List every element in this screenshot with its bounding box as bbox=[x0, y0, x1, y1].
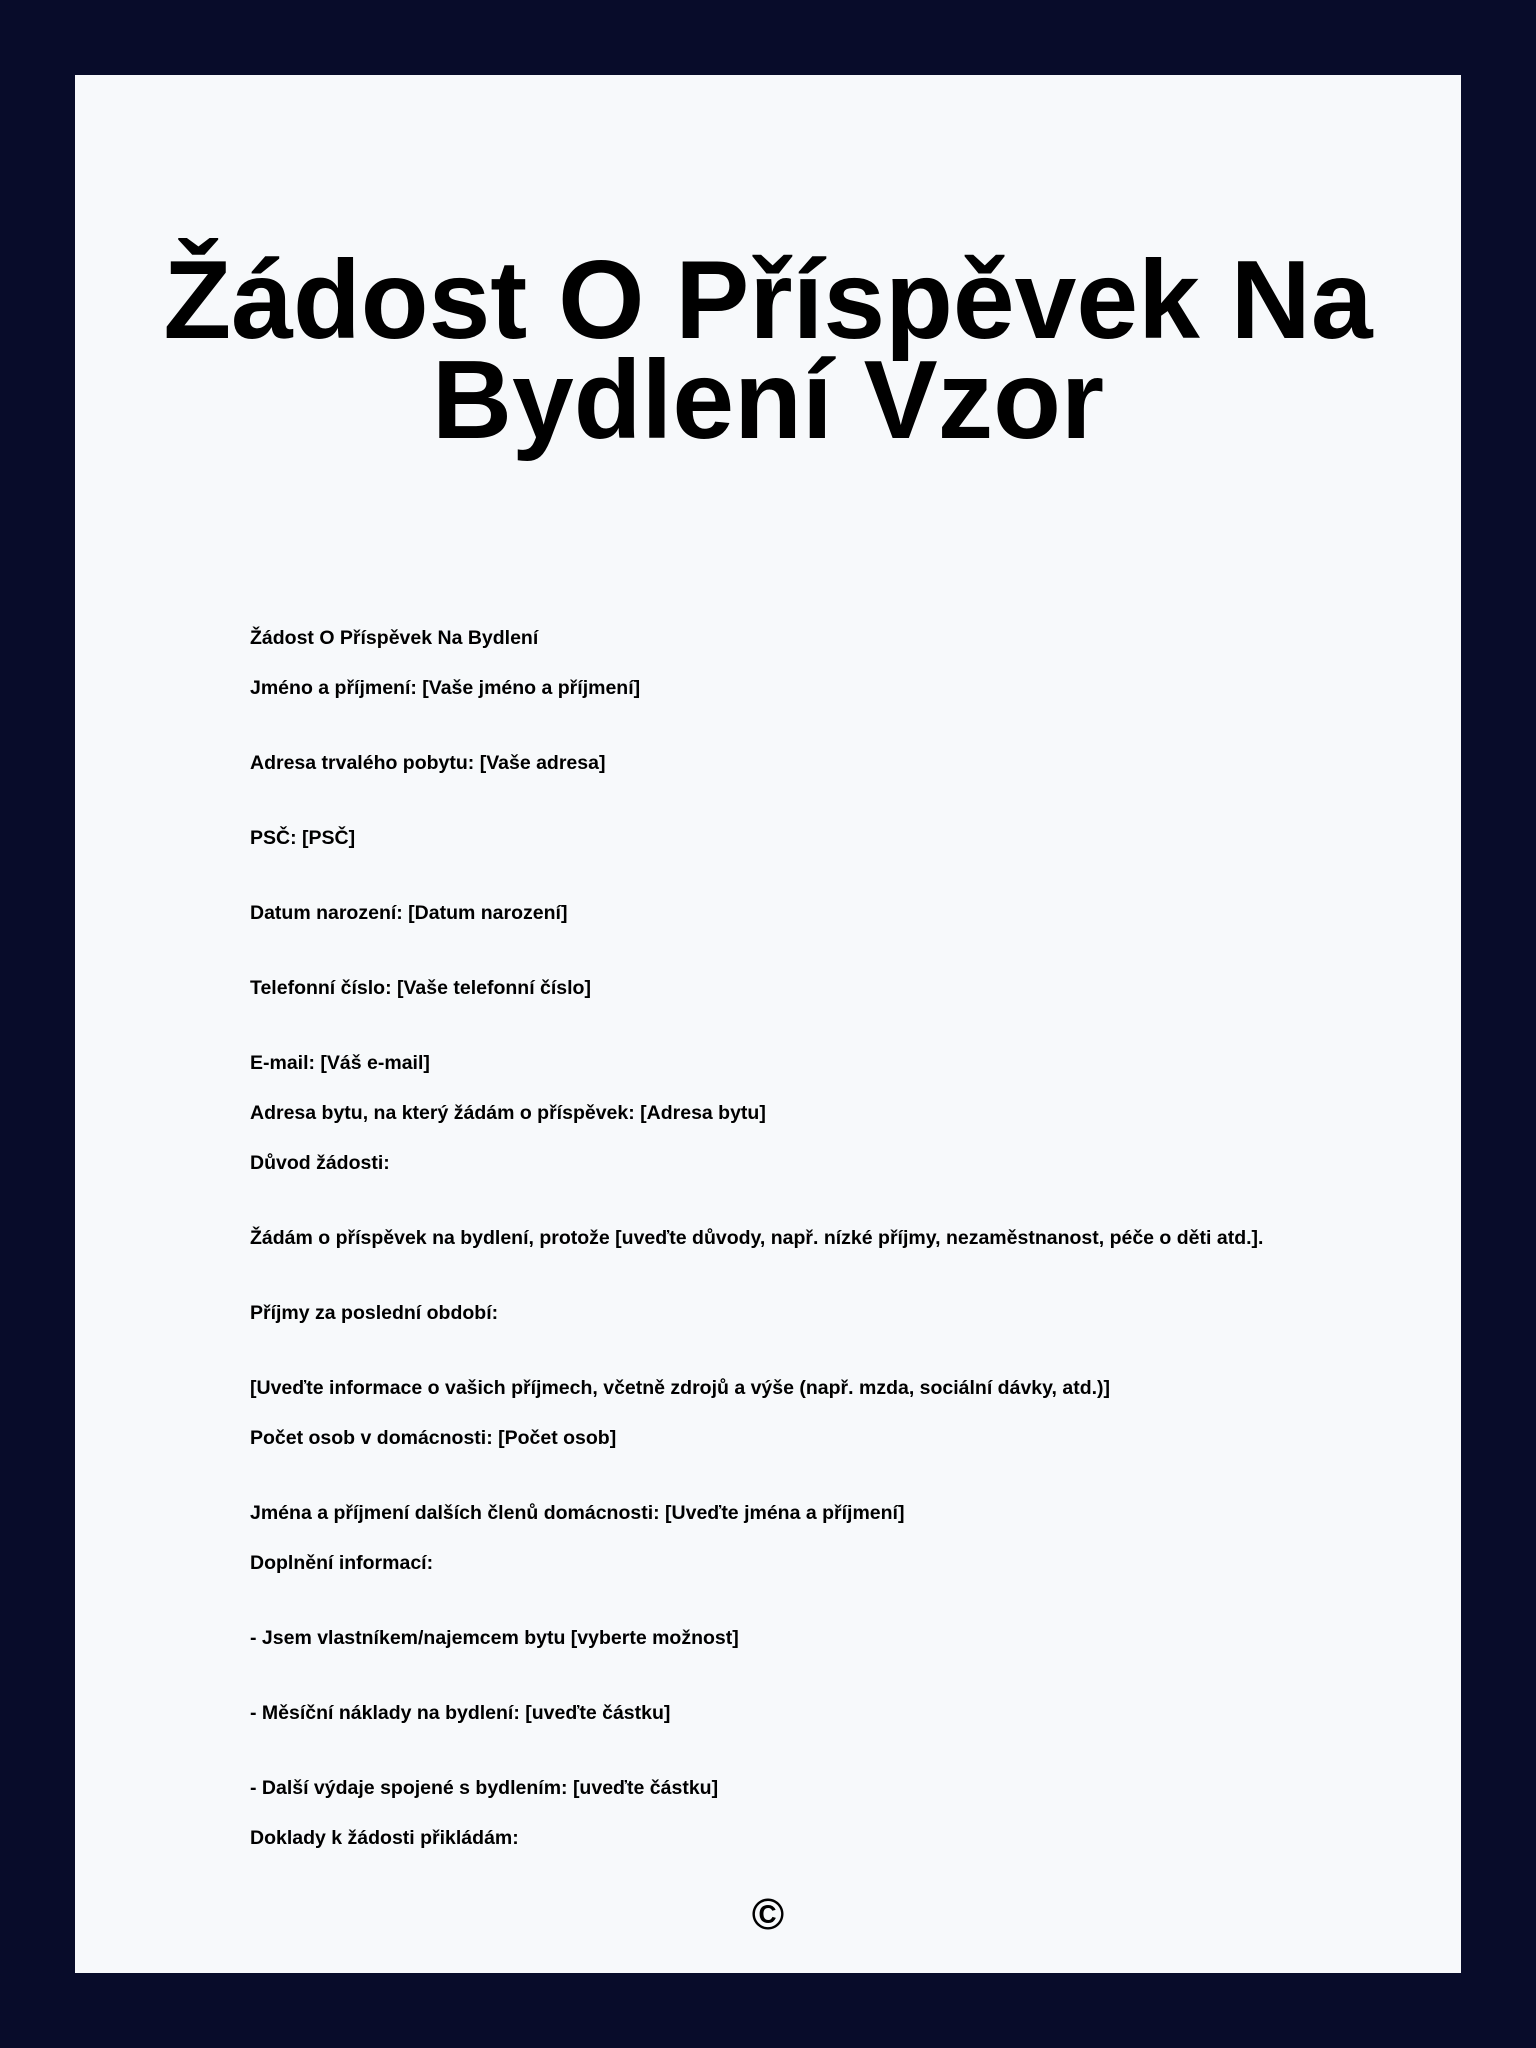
letter-heading: Žádost O Příspěvek Na Bydlení bbox=[250, 627, 539, 649]
document-title: Žádost O Příspěvek Na Bydlení Vzor bbox=[163, 238, 1373, 462]
field-phone: Telefonní číslo: [Vaše telefonní číslo] bbox=[250, 977, 591, 999]
bullet-other-expenses: - Další výdaje spojené s bydlením: [uveďte částku] bbox=[250, 1777, 719, 1799]
field-postal-code: PSČ: [PSČ] bbox=[250, 827, 356, 849]
reason-paragraph: Žádám o příspěvek na bydlení, protože [uveďte důvody, např. nízké příjmy, nezaměstnanost, péče o děti atd.]. bbox=[250, 1227, 1264, 1249]
field-apartment-address: Adresa bytu, na který žádám o příspěvek: [Adresa bytu] bbox=[250, 1102, 766, 1124]
section-attachments-heading: Doklady k žádosti přikládám: bbox=[250, 1827, 519, 1849]
field-name: Jméno a příjmení: [Vaše jméno a příjmení] bbox=[250, 677, 641, 699]
field-date-of-birth: Datum narození: [Datum narození] bbox=[250, 902, 568, 924]
field-email: E-mail: [Váš e-mail] bbox=[250, 1052, 430, 1074]
section-reason-heading: Důvod žádosti: bbox=[250, 1152, 390, 1174]
copyright-icon: © bbox=[751, 1890, 785, 1939]
field-household-members: Jména a příjmení dalších členů domácnosti: [Uveďte jména a příjmení] bbox=[250, 1502, 905, 1524]
bullet-ownership: - Jsem vlastníkem/najemcem bytu [vyberte možnost] bbox=[250, 1627, 739, 1649]
income-paragraph: [Uveďte informace o vašich příjmech, včetně zdrojů a výše (např. mzda, sociální dávky, atd.)] bbox=[250, 1377, 1111, 1399]
field-permanent-address: Adresa trvalého pobytu: [Vaše adresa] bbox=[250, 752, 606, 774]
field-household-size: Počet osob v domácnosti: [Počet osob] bbox=[250, 1427, 617, 1449]
section-income-heading: Příjmy za poslední období: bbox=[250, 1302, 499, 1324]
bullet-monthly-costs: - Měsíční náklady na bydlení: [uveďte částku] bbox=[250, 1702, 671, 1724]
section-additional-info-heading: Doplnění informací: bbox=[250, 1552, 434, 1574]
document-page bbox=[75, 75, 1461, 1973]
